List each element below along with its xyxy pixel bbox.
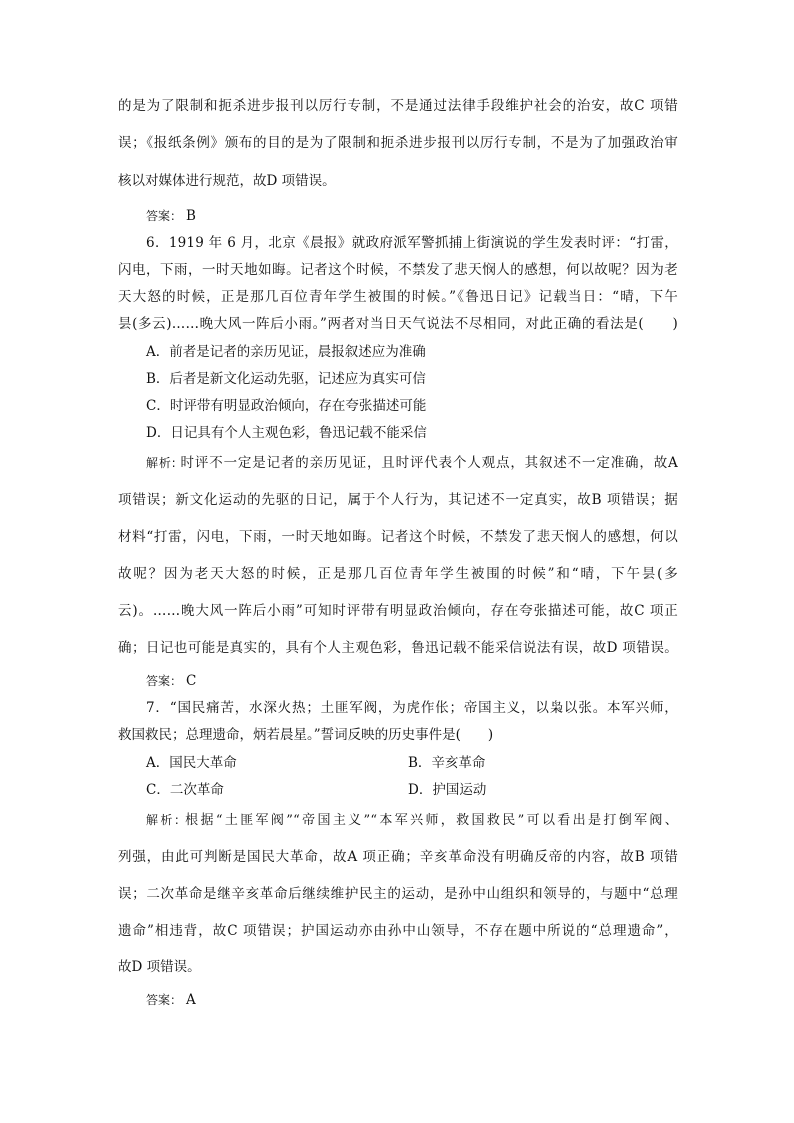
answer-line <box>146 673 678 689</box>
option-b: B．后者是新文化运动先驱，记述应为真实可信 <box>146 371 426 387</box>
question-stem-line: 7．“国民痛苦，水深火热；土匪军阀，为虎作伥；帝国主义，以枭以张。本军兴师， <box>146 700 678 716</box>
answer-value: B <box>186 208 196 224</box>
analysis-line: 遗命”相违背，故C 项错误；护国运动亦由孙中山领导，不存在题中所说的“总理遗命”， <box>118 923 678 939</box>
analysis-line: 列强，由此可判断是国民大革命，故A 项正确；辛亥革命没有明确反帝的内容，故B 项错 <box>118 849 678 865</box>
analysis-line: 故呢？因为老天大怒的时候，正是那几百位青年学生被围的时候”和“晴，下午昙(多 <box>118 566 678 582</box>
paragraph-line: 的是为了限制和扼杀进步报刊以厉行专制，不是通过法律手段维护社会的治安，故C 项错 <box>118 98 678 114</box>
option-a: A．国民大革命 <box>146 755 237 771</box>
answer-line <box>146 208 678 224</box>
option-c: C．时评带有明显政治倾向，存在夸张描述可能 <box>146 398 427 414</box>
question-stem-line: 救国救民；总理遗命，炳若晨星。”誓词反映的历史事件是( ) <box>118 727 494 743</box>
answer-label: 答案： <box>146 674 183 688</box>
question-stem-line: 昙(多云)……晚大风一阵后小雨。”两者对当日天气说法不尽相同，对此正确的看法是( ) <box>118 316 678 332</box>
answer-label: 答案： <box>146 993 183 1007</box>
analysis-label: 解析: <box>146 813 179 827</box>
answer-value: A <box>186 992 196 1008</box>
analysis-text: 根据“土匪军阀”“帝国主义”“本军兴师，救国救民”可以看出是打倒军阀、 <box>182 813 678 828</box>
question-stem-line: 6．1919 年 6 月，北京《晨报》就政府派军警抓捕上街演说的学生发表时评：“打雷， <box>146 235 678 251</box>
analysis-line: 材料“打雷，闪电，下雨，一时天地如晦。记者这个时候，不禁发了悲天悯人的感想，何以 <box>118 529 678 545</box>
answer-label: 答案： <box>146 209 183 223</box>
analysis-line <box>146 455 678 471</box>
analysis-line: 确；日记也可能是真实的，具有个人主观色彩，鲁迅记载不能采信说法有误，故D 项错误。 <box>118 640 678 656</box>
analysis-line: 云)。……晚大风一阵后小雨”可知时评带有明显政治倾向，存在夸张描述可能，故C 项正 <box>118 603 678 619</box>
analysis-line: 项错误；新文化运动的先驱的日记，属于个人行为，其记述不一定真实，故B 项错误；据 <box>118 492 678 508</box>
analysis-label: 解析: <box>146 456 176 470</box>
answer-line <box>146 992 678 1008</box>
answer-value: C <box>186 673 197 689</box>
option-c: C．二次革命 <box>146 782 224 798</box>
question-stem-line: 天大怒的时候，正是那几百位青年学生被围的时候。”《鲁迅日记》记载当日：“晴，下午 <box>118 289 678 305</box>
paragraph-line: 误；《报纸条例》颁布的目的是为了限制和扼杀进步报刊以厉行专制，不是为了加强政治审 <box>118 135 678 151</box>
option-b: B．辛亥革命 <box>408 755 486 771</box>
analysis-line: 误；二次革命是继辛亥革命后继续维护民主的运动，是孙中山组织和领导的，与题中“总理 <box>118 886 678 902</box>
analysis-line: 故D 项错误。 <box>118 959 201 975</box>
analysis-line <box>146 812 678 829</box>
analysis-text: 时评不一定是记者的亲历见证，且时评代表个人观点，其叙述不一定准确，故A <box>179 455 678 471</box>
question-stem-line: 闪电，下雨，一时天地如晦。记者这个时候，不禁发了悲天悯人的感想，何以故呢？因为老 <box>118 262 678 278</box>
option-a: A．前者是记者的亲历见证，晨报叙述应为准确 <box>146 344 426 360</box>
option-d: D．日记具有个人主观色彩，鲁迅记载不能采信 <box>146 425 427 441</box>
option-d: D．护国运动 <box>408 782 487 798</box>
paragraph-line: 核以对媒体进行规范，故D 项错误。 <box>118 173 336 189</box>
